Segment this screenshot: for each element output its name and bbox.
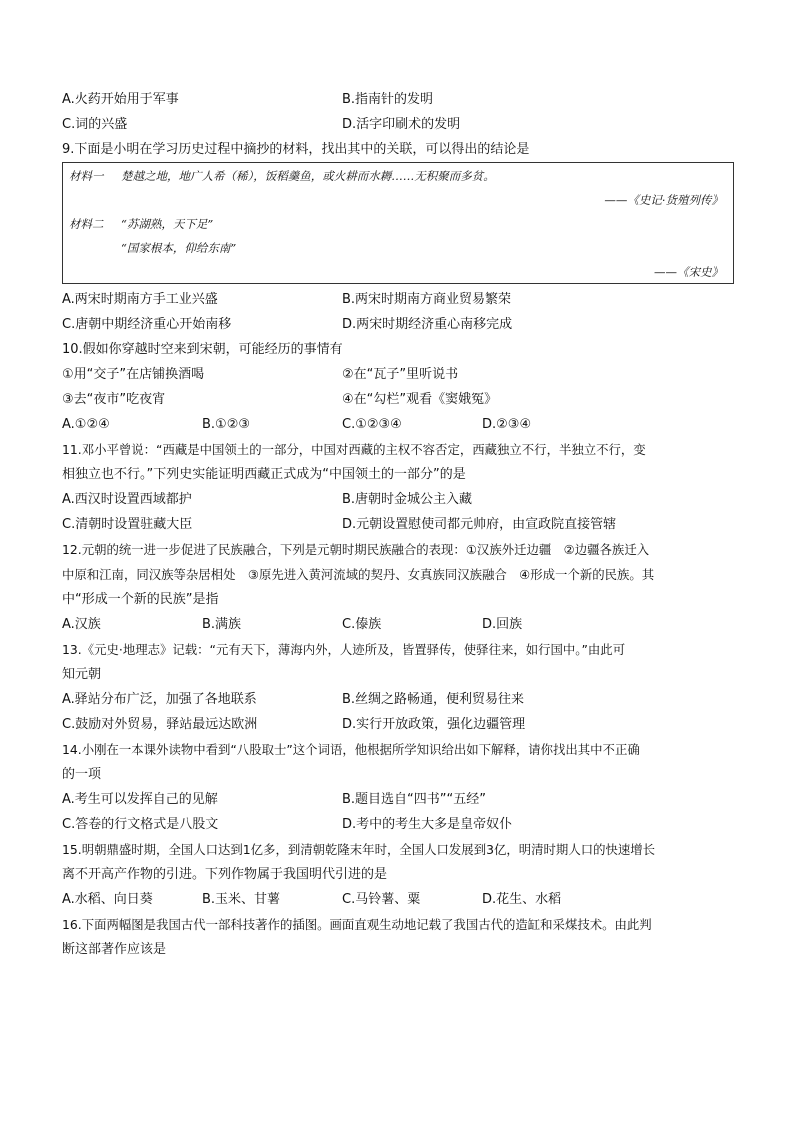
q11-stem-line1: 11.邓小平曾说：“西藏是中国领土的一部分，中国对西藏的主权不容否定，西藏独立不行，半独立不行，变 bbox=[62, 442, 646, 457]
q9-stem: 9.下面是小明在学习历史过程中摘抄的材料，找出其中的关联，可以得出的结论是 bbox=[62, 142, 530, 157]
q11-option-d: D.元朝设置慰使司都元帅府，由宣政院直接管辖 bbox=[342, 517, 617, 532]
material1-source: ——《史记·货殖列传》 bbox=[604, 193, 723, 207]
q9-option-b: B.两宋时期南方商业贸易繁荣 bbox=[342, 292, 512, 307]
q14-stem-line1: 14.小刚在一本课外读物中看到“八股取士”这个词语，他根据所学知识给出如下解释，请你找出其中不正确 bbox=[62, 742, 640, 757]
q13-option-b: B.丝绸之路畅通，便利贸易往来 bbox=[342, 692, 525, 707]
q10-item-2: ②在“瓦子”里听说书 bbox=[342, 367, 459, 382]
q8-option-a: A.火药开始用于军事 bbox=[62, 92, 179, 107]
q12-option-b: B.满族 bbox=[202, 617, 242, 632]
material1-text: 楚越之地，地广人希（稀），饭稻羹鱼，或火耕而水耨……无积聚而多贫。 bbox=[121, 169, 495, 183]
q10-option-d: D.②③④ bbox=[482, 417, 532, 432]
q16-stem-line2: 断这部著作应该是 bbox=[62, 942, 167, 957]
q10-item-3: ③去“夜市”吃夜宵 bbox=[62, 392, 166, 407]
q9-option-d: D.两宋时期经济重心南移完成 bbox=[342, 317, 513, 332]
q8-option-b: B.指南针的发明 bbox=[342, 92, 434, 107]
q11-option-a: A.西汉时设置西域都护 bbox=[62, 492, 192, 507]
q15-option-b: B.玉米、甘薯 bbox=[202, 892, 281, 907]
q9-option-c: C.唐朝中期经济重心开始南移 bbox=[62, 317, 232, 332]
q14-option-b: B.题目选自“四书”“五经” bbox=[342, 792, 486, 807]
q11-stem-line2: 相独立也不行。”下列史实能证明西藏正式成为“中国领土的一部分”的是 bbox=[62, 467, 466, 482]
q13-stem-line1: 13.《元史·地理志》记载：“元有天下，薄海内外，人迹所及，皆置驿传，使驿往来，如行国中。”由此可 bbox=[62, 642, 626, 657]
q14-option-c: C.答卷的行文格式是八股文 bbox=[62, 817, 219, 832]
q16-stem-line1: 16.下面两幅图是我国古代一部科技著作的插图。画面直观生动地记载了我国古代的造缸和采煤技术。由此判 bbox=[62, 917, 652, 932]
q15-stem-line2: 离不开高产作物的引进。下列作物属于我国明代引进的是 bbox=[62, 867, 388, 882]
q12-option-c: C.傣族 bbox=[342, 617, 382, 632]
q10-stem: 10.假如你穿越时空来到宋朝，可能经历的事情有 bbox=[62, 342, 343, 357]
q12-stem-line1: 12.元朝的统一进一步促进了民族融合，下列是元朝时期民族融合的表现：①汉族外迁边疆 ②边疆各族迁入 bbox=[62, 542, 650, 557]
q14-option-d: D.考中的考生大多是皇帝奴仆 bbox=[342, 817, 513, 832]
q10-option-b: B.①②③ bbox=[202, 417, 251, 432]
material2-source: ——《宋史》 bbox=[654, 265, 723, 279]
q11-option-c: C.清朝时设置驻藏大臣 bbox=[62, 517, 193, 532]
q14-option-a: A.考生可以发挥自己的见解 bbox=[62, 792, 218, 807]
material2-label: 材料二 bbox=[69, 217, 104, 231]
q15-option-d: D.花生、水稻 bbox=[482, 892, 562, 907]
q9-material-box bbox=[62, 162, 734, 284]
material2-line1: “苏湖熟，天下足” bbox=[121, 217, 214, 231]
q10-item-4: ④在“勾栏”观看《窦娥冤》 bbox=[342, 392, 498, 407]
material1-label: 材料一 bbox=[69, 169, 104, 183]
q8-option-c: C.词的兴盛 bbox=[62, 117, 128, 132]
q9-option-a: A.两宋时期南方手工业兴盛 bbox=[62, 292, 218, 307]
material2-line2: “国家根本，仰给东南” bbox=[121, 241, 237, 255]
q15-option-c: C.马铃薯、粟 bbox=[342, 892, 421, 907]
q12-stem-line2: 中原和江南，同汉族等杂居相处 ③原先进入黄河流域的契丹、女真族同汉族融合 ④形成一个新的民族。其 bbox=[62, 567, 655, 582]
q13-option-c: C.鼓励对外贸易，驿站最远达欧洲 bbox=[62, 717, 258, 732]
q10-option-a: A.①②④ bbox=[62, 417, 110, 432]
q13-option-a: A.驿站分布广泛，加强了各地联系 bbox=[62, 692, 257, 707]
q8-option-d: D.活字印刷术的发明 bbox=[342, 117, 461, 132]
q14-stem-line2: 的一项 bbox=[62, 767, 102, 782]
q10-option-c: C.①②③④ bbox=[342, 417, 402, 432]
q13-option-d: D.实行开放政策，强化边疆管理 bbox=[342, 717, 526, 732]
q15-option-a: A.水稻、向日葵 bbox=[62, 892, 153, 907]
q11-option-b: B.唐朝时金城公主入藏 bbox=[342, 492, 473, 507]
q10-item-1: ①用“交子”在店铺换酒喝 bbox=[62, 367, 205, 382]
q12-option-d: D.回族 bbox=[482, 617, 523, 632]
q12-option-a: A.汉族 bbox=[62, 617, 101, 632]
q13-stem-line2: 知元朝 bbox=[62, 667, 102, 682]
q12-stem-line3: 中“形成一个新的民族”是指 bbox=[62, 592, 219, 607]
q15-stem-line1: 15.明朝鼎盛时期，全国人口达到1亿多，到清朝乾隆末年时，全国人口发展到3亿，明清时期人口的快速增长 bbox=[62, 842, 656, 857]
